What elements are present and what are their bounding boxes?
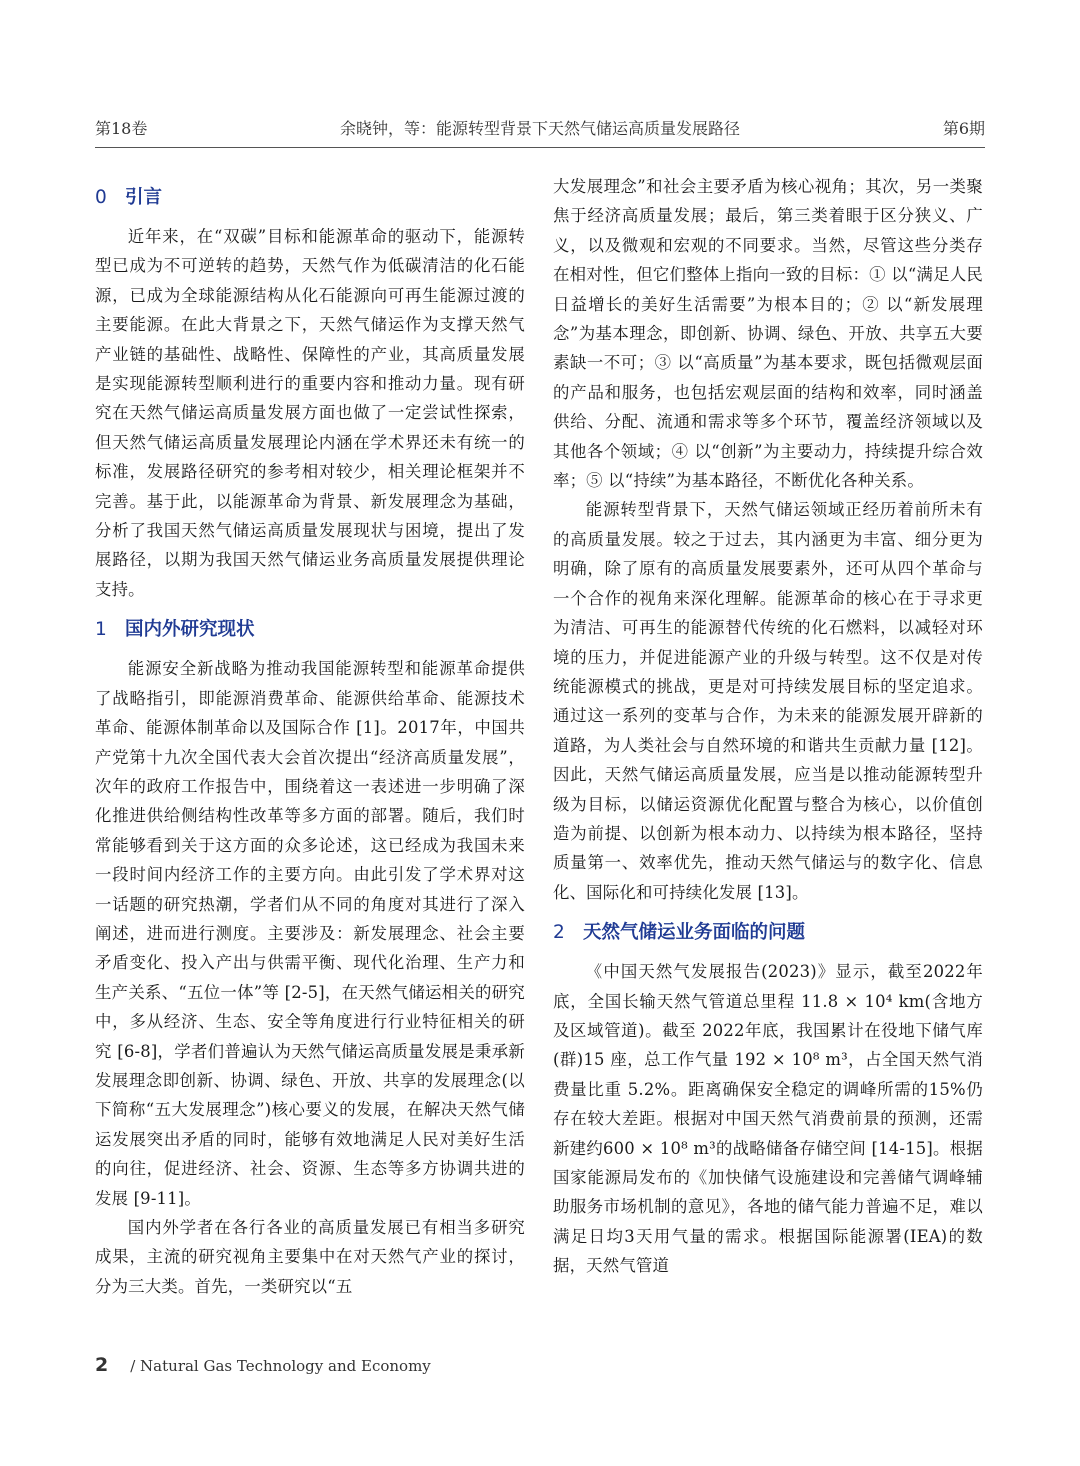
section-2-heading (553, 917, 983, 949)
problems-paragraph: 《中国天然气发展报告(2023)》显示，截至2022年底，全国长输天然气管道总里程 11.8 × 10⁴ km(含地方及区域管道)。截至 2022年底，我国累计在役地下储气库(群)15 座，总工作气量 192 × 10⁸ m³，占全国天然气消费量比重 5.2%。距离确保安全稳定的调峰所需的15%仍存在较大差距。根据对中国天然气消费前景的预测，还需新建约600 × 10⁸ m³的战略储备存储空间 [14-15]。根据国家能源局发布的《加快储气设施建设和完善储气调峰辅助服务市场机制的意见》，各地的储气能力普遍不足，难以满足日均3天用气量的需求。根据国际能源署(IEA)的数据，天然气管道 (553, 962, 983, 1276)
section-0-heading (95, 182, 525, 214)
journal-name: / Natural Gas Technology and Economy (130, 1357, 431, 1375)
research-status-continued: 大发展理念”和社会主要矛盾为核心视角；其次，另一类聚焦于经济高质量发展；最后，第三类着眼于区分狭义、广义，以及微观和宏观的不同要求。当然，尽管这些分类存在相对性，但它们整体上指向一致的目标：① 以“满足人民日益增长的美好生活需要”为根本目的；② 以“新发展理念”为基本理念，即创新、协调、绿色、开放、共享五大要素缺一不可；③ 以“高质量”为基本要求，既包括微观层面的产品和服务，也包括宏观层面的结构和效率，同时涵盖供给、分配、流通和需求等多个环节，覆盖经济领域以及其他各个领域；④ 以“创新”为主要动力，持续提升综合效率；⑤ 以“持续”为基本路径，不断优化各种关系。 (553, 177, 983, 491)
section-title: 国内外研究现状 (125, 619, 255, 641)
section-number: 0 (95, 187, 107, 208)
right-column (553, 172, 983, 1281)
header-divider (95, 147, 985, 148)
research-status-paragraph-1: 能源安全新战略为推动我国能源转型和能源革命提供了战略指引，即能源消费革命、能源供给革命、能源技术革命、能源体制革命以及国际合作 [1]。2017年，中国共产党第十九次全国代表大会首次提出“经济高质量发展”，次年的政府工作报告中，围绕着这一表述进一步明确了深化推进供给侧结构性改革等多方面的部署。随后，我们时常能够看到关于这方面的众多论述，这已经成为我国未来一段时间内经济工作的主要方向。由此引发了学术界对这一话题的研究热潮，学者们从不同的角度对其进行了深入阐述，进而进行测度。主要涉及：新发展理念、社会主要矛盾变化、投入产出与供需平衡、现代化治理、生产力和生产关系、“五位一体”等 [2-5]，在天然气储运相关的研究中，多从经济、生态、安全等角度进行行业特征相关的研究 [6-8]，学者们普遍认为天然气储运高质量发展是秉承新发展理念即创新、协调、绿色、开放、共享的发展理念(以下简称“五大发展理念”)核心要义的发展，在解决天然气储运发展突出矛盾的同时，能够有效地满足人民对美好生活的向往，促进经济、社会、资源、生态等多方协调共进的发展 [9-11]。 (95, 659, 525, 1208)
section-number: 1 (95, 619, 107, 641)
page-footer (95, 1354, 431, 1376)
section-title: 引言 (125, 187, 163, 208)
intro-paragraph: 近年来，在“双碳”目标和能源革命的驱动下，能源转型已成为不可逆转的趋势，天然气作为低碳清洁的化石能源，已成为全球能源结构从化石能源向可再生能源过渡的主要能源。在此大背景之下，天然气储运作为支撑天然气产业链的基础性、战略性、保障性的产业，其高质量发展是实现能源转型顺利进行的重要内容和推动力量。现有研究在天然气储运高质量发展方面也做了一定尝试性探索，但天然气储运高质量发展理论内涵在学术界还未有统一的标准，发展路径研究的参考相对较少，相关理论框架并不完善。基于此，以能源革命为背景、新发展理念为基础，分析了我国天然气储运高质量发展现状与困境，提出了发展路径，以期为我国天然气储运业务高质量发展提供理论支持。 (95, 227, 525, 599)
left-column (95, 172, 525, 1301)
research-status-paragraph-2: 国内外学者在各行各业的高质量发展已有相当多研究成果，主流的研究视角主要集中在对天然气产业的探讨，分为三大类。首先，一类研究以“五 (95, 1218, 525, 1296)
section-number: 2 (553, 922, 565, 944)
volume-label: 第18卷 (95, 119, 148, 138)
section-title: 天然气储运业务面临的问题 (583, 922, 806, 944)
section-1-heading (95, 614, 525, 646)
running-header (95, 116, 985, 142)
page-number: 2 (95, 1354, 109, 1376)
energy-transition-paragraph: 能源转型背景下，天然气储运领域正经历着前所未有的高质量发展。较之于过去，其内涵更为丰富、细分更为明确，除了原有的高质量发展要素外，还可从四个革命与一个合作的视角来深化理解。能源革命的核心在于寻求更为清洁、可再生的能源替代传统的化石燃料，以减轻对环境的压力，并促进能源产业的升级与转型。这不仅是对传统能源模式的挑战，更是对可持续发展目标的坚定追求。通过这一系列的变革与合作，为未来的能源发展开辟新的道路，为人类社会与自然环境的和谐共生贡献力量 [12]。因此，天然气储运高质量发展，应当是以推动能源转型升级为目标，以储运资源优化配置与整合为核心，以价值创造为前提、以创新为根本动力、以持续为根本路径，坚持质量第一、效率优先，推动天然气储运与的数字化、信息化、国际化和可持续化发展 [13]。 (553, 500, 983, 902)
article-running-title: 余晓钟，等：能源转型背景下天然气储运高质量发展路径 (339, 119, 740, 138)
issue-label: 第6期 (942, 119, 985, 138)
